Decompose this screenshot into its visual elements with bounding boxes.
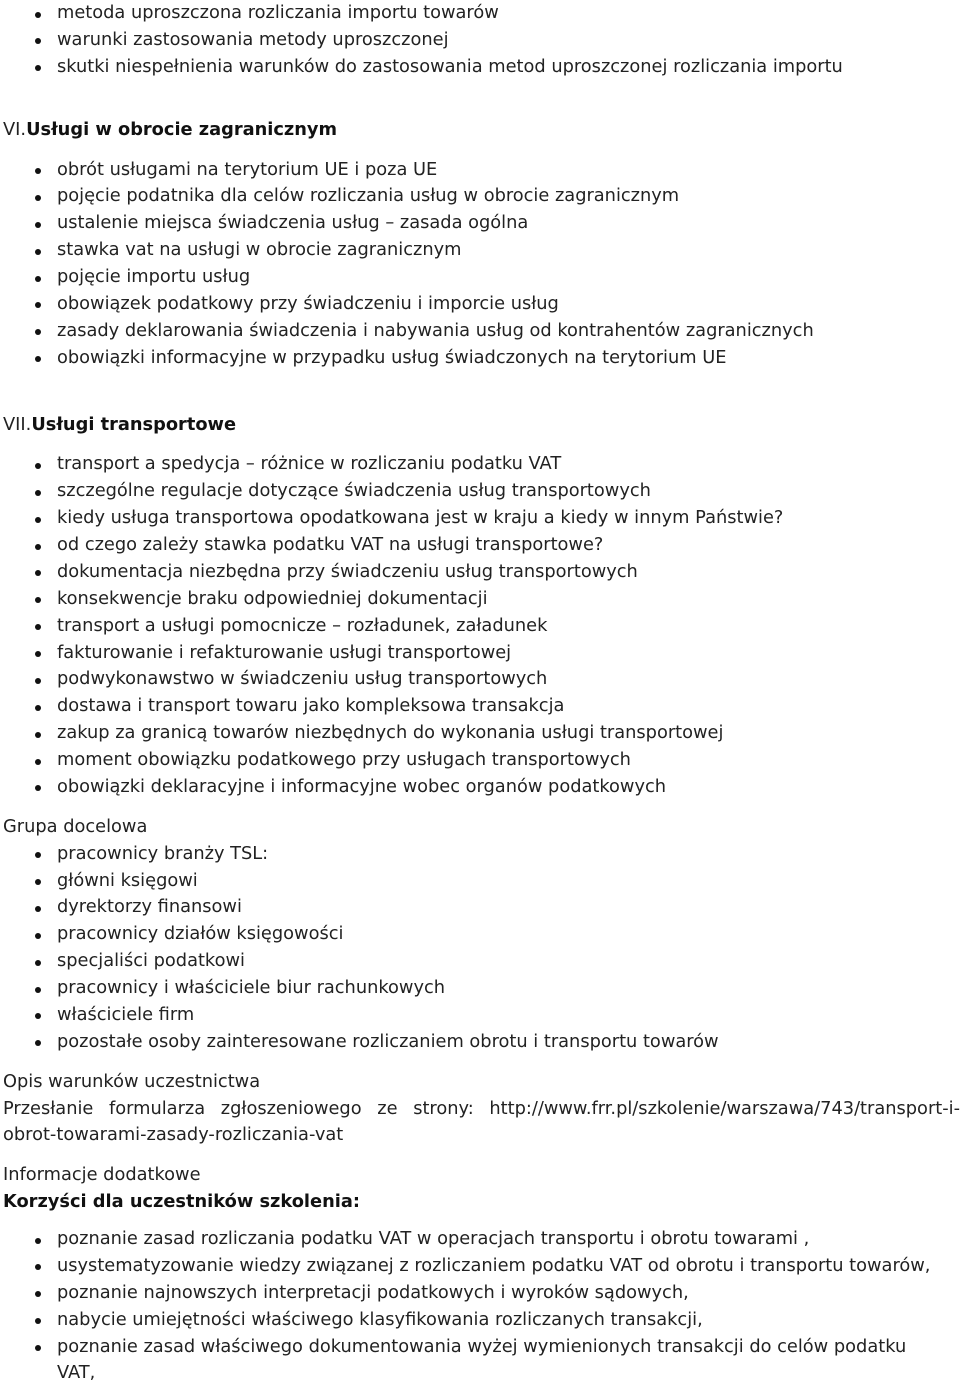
target-group-item: właściciele firm: [57, 1002, 960, 1029]
foreign-services-topic-item: pojęcie podatnika dla celów rozliczania usług w obrocie zagranicznym: [57, 183, 960, 210]
transport-services-topic-item: obowiązki deklaracyjne i informacyjne wobec organów podatkowych: [57, 774, 960, 801]
import-topics-list: [3, 0, 960, 81]
transport-services-topic-item: moment obowiązku podatkowego przy usługach transportowych: [57, 747, 960, 774]
foreign-services-topic-item: ustalenie miejsca świadczenia usług – zasada ogólna: [57, 210, 960, 237]
target-group-item: pracownicy działów księgowości: [57, 921, 960, 948]
target-group-item: pracownicy branży TSL:: [57, 841, 960, 868]
transport-services-topic-item: zakup za granicą towarów niezbędnych do wykonania usługi transportowej: [57, 720, 960, 747]
benefit-item: poznanie najnowszych interpretacji podatkowych i wyroków sądowych,: [57, 1280, 960, 1307]
transport-services-topic-item: kiedy usługa transportowa opodatkowana jest w kraju a kiedy w innym Państwie?: [57, 505, 960, 532]
import-topic-item: warunki zastosowania metody uproszczonej: [57, 27, 960, 54]
target-group-item: specjaliści podatkowi: [57, 948, 960, 975]
transport-services-topic-item: podwykonawstwo w świadczeniu usług transportowych: [57, 666, 960, 693]
benefit-item: poznanie zasad rozliczania podatku VAT w operacjach transportu i obrotu towarami ,: [57, 1226, 960, 1253]
transport-services-topic-item: konsekwencje braku odpowiedniej dokumentacji: [57, 586, 960, 613]
transport-services-topic-item: szczególne regulacje dotyczące świadczenia usług transportowych: [57, 478, 960, 505]
participation-text: Przesłanie formularza zgłoszeniowego ze strony: http://www.frr.pl/szkolenie/warszawa/743/transport-i-obrot-towarami-zasady-rozliczania-vat: [3, 1097, 960, 1146]
section-number: VI.: [3, 118, 27, 140]
transport-services-topic-item: od czego zależy stawka podatku VAT na usługi transportowe?: [57, 532, 960, 559]
section-number: VII.: [3, 413, 32, 435]
import-topic-item: skutki niespełnienia warunków do zastosowania metod uproszczonej rozliczania importu: [57, 54, 960, 81]
foreign-services-topic-item: zasady deklarowania świadczenia i nabywania usług od kontrahentów zagranicznych: [57, 318, 960, 345]
target-group-heading: Grupa docelowa: [3, 815, 148, 837]
transport-services-topic-item: transport a spedycja – różnice w rozliczaniu podatku VAT: [57, 451, 960, 478]
foreign-services-topics-list: [3, 157, 960, 372]
transport-services-topics-list: [3, 451, 960, 800]
transport-services-topic-item: transport a usługi pomocnicze – rozładunek, załadunek: [57, 613, 960, 640]
foreign-services-topic-item: stawka vat na usługi w obrocie zagranicznym: [57, 237, 960, 264]
section-heading-vii: [3, 412, 960, 439]
benefits-list: [3, 1226, 960, 1387]
import-topic-item: metoda uproszczona rozliczania importu towarów: [57, 0, 960, 27]
participation-heading: Opis warunków uczestnictwa: [3, 1070, 261, 1092]
target-group-item: główni księgowi: [57, 868, 960, 895]
transport-services-topic-item: fakturowanie i refakturowanie usługi transportowej: [57, 640, 960, 667]
foreign-services-topic-item: obowiązek podatkowy przy świadczeniu i imporcie usług: [57, 291, 960, 318]
benefit-item: poznanie zasad właściwego dokumentowania wyżej wymienionych transakcji do celów podatku VAT,: [57, 1334, 932, 1388]
target-group-list: [3, 841, 960, 1056]
transport-services-topic-item: dokumentacja niezbędna przy świadczeniu usług transportowych: [57, 559, 960, 586]
target-group-item: pracownicy i właściciele biur rachunkowych: [57, 975, 960, 1002]
section-title: Usługi transportowe: [31, 413, 237, 435]
transport-services-topic-item: dostawa i transport towaru jako kompleksowa transakcja: [57, 693, 960, 720]
section-title: Usługi w obrocie zagranicznym: [26, 118, 338, 140]
section-heading-vi: [3, 117, 960, 144]
target-group-item: pozostałe osoby zainteresowane rozliczaniem obrotu i transportu towarów: [57, 1029, 960, 1056]
foreign-services-topic-item: pojęcie importu usług: [57, 264, 960, 291]
benefits-heading: Korzyści dla uczestników szkolenia:: [3, 1191, 360, 1213]
additional-info-heading: Informacje dodatkowe: [3, 1164, 201, 1186]
foreign-services-topic-item: obowiązki informacyjne w przypadku usług świadczonych na terytorium UE: [57, 345, 960, 372]
benefit-item: usystematyzowanie wiedzy związanej z rozliczaniem podatku VAT od obrotu i transportu towarów,: [57, 1253, 960, 1280]
benefit-item: nabycie umiejętności właściwego klasyfikowania rozliczanych transakcji,: [57, 1307, 960, 1334]
target-group-item: dyrektorzy finansowi: [57, 894, 960, 921]
foreign-services-topic-item: obrót usługami na terytorium UE i poza UE: [57, 157, 960, 184]
